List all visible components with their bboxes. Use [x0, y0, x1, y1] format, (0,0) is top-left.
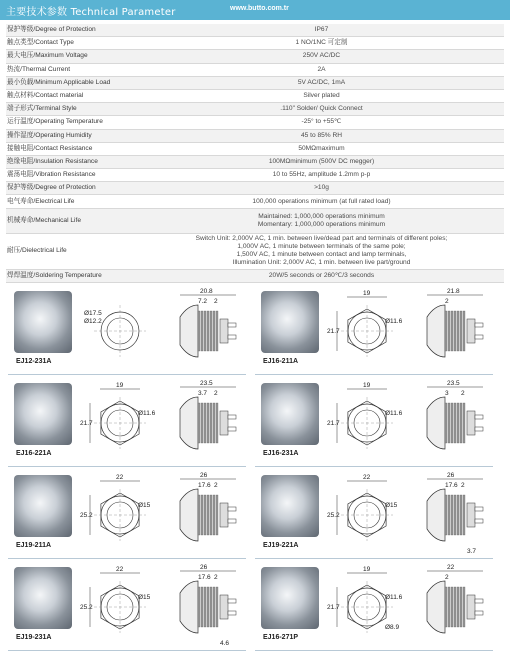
terminal: [475, 507, 483, 511]
spec-row: [6, 103, 504, 116]
switch-body: [467, 411, 475, 435]
website-url: www.butto.com.tr: [230, 5, 289, 12]
height-dimension: 21.7: [327, 328, 340, 335]
model-cell: [255, 377, 500, 465]
thread-ridge: [201, 311, 203, 351]
spec-label: 焊焊温度/Soldering Temperature: [6, 269, 139, 282]
switch-body: [220, 319, 228, 343]
button-head: [180, 305, 198, 357]
spec-label: 运行温度/Operating Temperature: [6, 116, 139, 129]
switch-body: [220, 411, 228, 435]
diameter-label: Ø11.6: [138, 410, 156, 417]
diameter-label: Ø8.9: [385, 624, 400, 631]
terminal: [475, 415, 483, 419]
button-head: [427, 581, 445, 633]
divider: [255, 558, 493, 559]
thread-ridge: [457, 311, 459, 351]
terminal: [228, 599, 236, 603]
thread-ridge: [454, 311, 456, 351]
spec-row: [6, 269, 504, 282]
thread-ridge: [213, 311, 215, 351]
spec-label: 机械寿命/Mechanical Life: [6, 208, 139, 233]
height-dimension: 21.7: [327, 420, 340, 427]
thread-ridge: [454, 495, 456, 535]
spec-label: 触点材料/Contact material: [6, 89, 139, 102]
spec-row: [6, 182, 504, 195]
spec-value: 250V AC/DC: [139, 50, 504, 63]
diameter-label: Ø11.6: [385, 318, 403, 325]
thread-ridge: [204, 403, 206, 443]
thread-ridge: [204, 587, 206, 627]
model-number: EJ16-221A: [16, 450, 52, 457]
spec-row: [6, 76, 504, 89]
model-number: EJ19-231A: [16, 634, 52, 641]
spec-label: 耐压/Dielectrical Life: [6, 233, 139, 269]
height-dimension: 21.7: [327, 604, 340, 611]
spec-value: 20W/5 seconds or 260℃/3 seconds: [139, 269, 504, 282]
spec-label: 绝缘电阻/Insulation Resistance: [6, 155, 139, 168]
model-cell: [8, 285, 253, 373]
spec-value: 2A: [139, 63, 504, 76]
model-cell: [255, 561, 500, 649]
thread-ridge: [448, 311, 450, 351]
thread-ridge: [460, 311, 462, 351]
width-dimension: 20.8: [200, 288, 213, 295]
model-cell: [255, 285, 500, 373]
small-dimension: 2: [214, 298, 218, 305]
product-photo: [261, 567, 319, 629]
dimension-drawing: [327, 561, 497, 647]
hex-dimension: 22: [116, 474, 124, 481]
spec-row: [6, 195, 504, 208]
spec-row: [6, 142, 504, 155]
thread-ridge: [448, 495, 450, 535]
switch-body: [220, 595, 228, 619]
height-dimension: 25.2: [80, 604, 93, 611]
product-photo: [14, 383, 72, 445]
small-dimension: 4.6: [220, 640, 230, 647]
switch-body: [467, 595, 475, 619]
spec-value: -25° to +55℃: [139, 116, 504, 129]
thread-ridge: [204, 311, 206, 351]
button-head: [180, 581, 198, 633]
thread-ridge: [198, 403, 200, 443]
spec-label: 热流/Thermal Current: [6, 63, 139, 76]
thread-ridge: [210, 495, 212, 535]
thread-ridge: [457, 403, 459, 443]
spec-row: [6, 208, 504, 233]
divider: [8, 650, 246, 651]
diameter-label: Ø15: [138, 502, 151, 509]
switch-body: [220, 503, 228, 527]
button-head: [427, 397, 445, 449]
thread-ridge: [451, 403, 453, 443]
thread-ridge: [201, 587, 203, 627]
width-dimension: 22: [447, 564, 455, 571]
thread-ridge: [207, 311, 209, 351]
dimension-drawing: [327, 377, 497, 463]
thread-ridge: [216, 403, 218, 443]
model-cell: [8, 561, 253, 649]
hex-dimension: 19: [363, 290, 371, 297]
thread-ridge: [463, 587, 465, 627]
thread-ridge: [448, 587, 450, 627]
product-photo: [261, 383, 319, 445]
small-dimension: 3: [445, 390, 449, 397]
terminal: [475, 335, 483, 339]
thread-ridge: [445, 495, 447, 535]
spec-row: [6, 116, 504, 129]
thread-ridge: [207, 403, 209, 443]
button-head: [427, 489, 445, 541]
spec-label: 保护等级/Degree of Protection: [6, 24, 139, 37]
thread-ridge: [451, 587, 453, 627]
diameter-label: Ø11.6: [385, 594, 403, 601]
button-head: [427, 305, 445, 357]
terminal: [228, 323, 236, 327]
terminal: [228, 507, 236, 511]
diameter-label: Ø15: [138, 594, 151, 601]
dimension-drawing: [327, 469, 497, 555]
divider: [8, 466, 246, 467]
spec-label: 保护等级/Degree of Protection: [6, 182, 139, 195]
product-photo: [261, 291, 319, 353]
terminal: [228, 519, 236, 523]
models-grid: [0, 285, 510, 652]
hex-dimension: 19: [363, 566, 371, 573]
divider: [255, 466, 493, 467]
width-dimension: 26: [447, 472, 455, 479]
spec-value: 100,000 operations minimum (at full rated load): [139, 195, 504, 208]
diameter-label: Ø11.6: [385, 410, 403, 417]
small-dimension: 2: [214, 574, 218, 581]
thread-ridge: [454, 587, 456, 627]
inner-diameter-label: Ø12.2: [84, 318, 102, 325]
spec-row: [6, 169, 504, 182]
terminal: [475, 599, 483, 603]
thread-ridge: [198, 495, 200, 535]
small-dimension: 2: [214, 390, 218, 397]
terminal: [228, 427, 236, 431]
model-number: EJ16-271P: [263, 634, 299, 641]
thread-ridge: [451, 311, 453, 351]
terminal: [228, 611, 236, 615]
thread-ridge: [460, 495, 462, 535]
thread-ridge: [463, 495, 465, 535]
thread-ridge: [201, 495, 203, 535]
spec-value: [139, 233, 504, 269]
thread-ridge: [445, 311, 447, 351]
dimension-drawing: [327, 285, 497, 371]
spec-label: 触点类型/Contact Type: [6, 37, 139, 50]
thread-ridge: [210, 587, 212, 627]
height-dimension: 25.2: [327, 512, 340, 519]
thread-ridge: [198, 311, 200, 351]
terminal: [228, 415, 236, 419]
height-dimension: 25.2: [80, 512, 93, 519]
spec-value: IP67: [139, 24, 504, 37]
spec-row: [6, 63, 504, 76]
thread-ridge: [213, 587, 215, 627]
small-dimension: 17.6: [198, 574, 211, 581]
spec-value: 10 to 55Hz, amplitude 1.2mm p-p: [139, 169, 504, 182]
thread-ridge: [207, 495, 209, 535]
thread-ridge: [210, 311, 212, 351]
thread-ridge: [213, 495, 215, 535]
spec-value-line: Illumination Unit: 2,000V AC, 1 min. between live part/ground: [232, 259, 411, 267]
product-photo: [261, 475, 319, 537]
thread-ridge: [454, 403, 456, 443]
terminal: [475, 611, 483, 615]
small-dimension: 2: [461, 390, 465, 397]
thread-ridge: [460, 403, 462, 443]
dimension-drawing: [80, 561, 250, 647]
terminal: [475, 427, 483, 431]
hex-dimension: 19: [116, 382, 124, 389]
thread-ridge: [207, 587, 209, 627]
spec-value: [139, 208, 504, 233]
spec-label: 最大电压/Maximum Voltage: [6, 50, 139, 63]
spec-row: [6, 50, 504, 63]
spec-row: [6, 37, 504, 50]
thread-ridge: [463, 403, 465, 443]
thread-ridge: [451, 495, 453, 535]
width-dimension: 26: [200, 564, 208, 571]
thread-ridge: [204, 495, 206, 535]
height-dimension: 21.7: [80, 420, 93, 427]
spec-value-line: Maintained: 1,000,000 operations minimum: [258, 212, 385, 220]
divider: [8, 374, 246, 375]
spec-label: 端子形式/Terminal Style: [6, 103, 139, 116]
diameter-label: Ø15: [385, 502, 398, 509]
thread-ridge: [216, 495, 218, 535]
thread-ridge: [201, 403, 203, 443]
terminal: [475, 519, 483, 523]
spec-label: 震荡电阻/Vibration Resistance: [6, 169, 139, 182]
small-dimension: 2: [461, 482, 465, 489]
section-header: [0, 0, 510, 20]
spec-row: [6, 155, 504, 168]
hex-dimension: 22: [116, 566, 124, 573]
spec-value-line: Switch Unit: 2,000V AC, 1 min. between live/dead part and terminals of different poles;: [195, 235, 448, 243]
spec-value-line: Momentary: 1,000,000 operations minimum: [257, 220, 386, 228]
spec-row: [6, 233, 504, 269]
thread-ridge: [198, 587, 200, 627]
divider: [255, 650, 493, 651]
small-dimension: 17.6: [445, 482, 458, 489]
spec-value-line: 1,000V AC, 1 minute between terminals of the same pole;: [237, 243, 406, 251]
divider: [255, 374, 493, 375]
model-cell: [8, 469, 253, 557]
thread-ridge: [457, 495, 459, 535]
spec-table: [6, 24, 504, 283]
spec-label: 接触电阻/Contact Resistance: [6, 142, 139, 155]
small-dimension: 2: [445, 574, 449, 581]
spec-value: 45 to 85% RH: [139, 129, 504, 142]
small-dimension: 7.2: [198, 298, 208, 305]
switch-body: [467, 503, 475, 527]
section-title: 主要技术参数 Technical Parameter: [6, 7, 176, 18]
divider: [8, 558, 246, 559]
dimension-drawing: [80, 377, 250, 463]
spec-value: >10g: [139, 182, 504, 195]
spec-row: [6, 129, 504, 142]
width-dimension: 23.5: [200, 380, 213, 387]
model-number: EJ19-211A: [16, 542, 52, 549]
small-dimension: 3.7: [198, 390, 208, 397]
thread-ridge: [216, 311, 218, 351]
width-dimension: 21.8: [447, 288, 460, 295]
hex-dimension: 22: [363, 474, 371, 481]
thread-ridge: [445, 403, 447, 443]
model-number: EJ16-231A: [263, 450, 299, 457]
spec-row: [6, 24, 504, 37]
spec-row: [6, 89, 504, 102]
spec-value: 50MΩmaximum: [139, 142, 504, 155]
product-photo: [14, 475, 72, 537]
spec-value: 1 NO/1NC 可定制: [139, 37, 504, 50]
small-dimension: 3.7: [467, 548, 477, 555]
thread-ridge: [445, 587, 447, 627]
dimension-drawing: [80, 285, 250, 371]
thread-ridge: [460, 587, 462, 627]
spec-label: 操作湿度/Operating Humidity: [6, 129, 139, 142]
thread-ridge: [213, 403, 215, 443]
spec-label: 最小负载/Minimum Applicable Load: [6, 76, 139, 89]
spec-value: 5V AC/DC, 1mA: [139, 76, 504, 89]
small-dimension: 2: [445, 298, 449, 305]
dimension-drawing: [80, 469, 250, 555]
width-dimension: 23.5: [447, 380, 460, 387]
hex-dimension: 19: [363, 382, 371, 389]
button-head: [180, 489, 198, 541]
terminal: [475, 323, 483, 327]
thread-ridge: [448, 403, 450, 443]
spec-value-line: 1,500V AC, 1 minute between contact and lamp terminals,: [236, 251, 407, 259]
spec-value: 100MΩminimum (500V DC megger): [139, 155, 504, 168]
spec-value: .110" Solder/ Quick Connect: [139, 103, 504, 116]
switch-body: [467, 319, 475, 343]
outer-diameter-label: Ø17.5: [84, 310, 102, 317]
small-dimension: 17.6: [198, 482, 211, 489]
model-cell: [8, 377, 253, 465]
product-photo: [14, 291, 72, 353]
small-dimension: 2: [214, 482, 218, 489]
product-photo: [14, 567, 72, 629]
button-head: [180, 397, 198, 449]
thread-ridge: [216, 587, 218, 627]
model-cell: [255, 469, 500, 557]
thread-ridge: [463, 311, 465, 351]
width-dimension: 26: [200, 472, 208, 479]
model-number: EJ12-231A: [16, 358, 52, 365]
terminal: [228, 335, 236, 339]
model-number: EJ19-221A: [263, 542, 299, 549]
thread-ridge: [210, 403, 212, 443]
model-number: EJ16-211A: [263, 358, 299, 365]
spec-label: 电气寿命/Electrical Life: [6, 195, 139, 208]
spec-value: Silver plated: [139, 89, 504, 102]
thread-ridge: [457, 587, 459, 627]
